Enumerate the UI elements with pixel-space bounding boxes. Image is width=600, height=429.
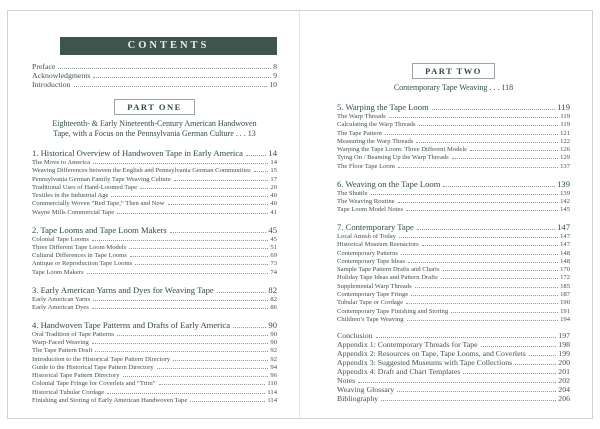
dot-leader	[74, 86, 268, 87]
toc-section	[337, 102, 570, 171]
dot-leader	[157, 368, 269, 369]
part-two-box	[412, 63, 495, 79]
toc-entry-label: Measuring the Warp Threads	[337, 137, 414, 145]
toc-entry-page: 170	[560, 266, 570, 274]
toc-entry-label: Warp-Faced Weaving	[32, 338, 89, 346]
toc-entry-page: 137	[560, 162, 570, 170]
part-one-box	[114, 99, 195, 115]
toc-entry	[337, 121, 570, 129]
toc-entry-label: Preface	[32, 62, 56, 71]
dot-leader	[168, 204, 269, 205]
toc-entry-page: 148	[560, 257, 570, 265]
toc-entry	[337, 130, 570, 138]
dot-leader	[406, 210, 558, 211]
toc-entry	[32, 62, 277, 71]
toc-entry-page: 129	[560, 154, 570, 162]
toc-entry	[32, 159, 277, 167]
toc-entry	[337, 274, 570, 282]
toc-entry	[337, 154, 570, 162]
toc-entry-page: 9	[273, 71, 277, 80]
dot-leader	[411, 295, 558, 296]
dot-leader	[481, 346, 557, 347]
toc-entry-page: 96	[270, 372, 277, 380]
toc-entry-page: 114	[267, 397, 277, 405]
toc-entry-label: Bibliography	[337, 393, 379, 403]
toc-entry	[32, 347, 277, 355]
dot-leader	[92, 240, 268, 241]
toc-entry-label: Pennsylvania German Family Tape Weaving Culture	[32, 175, 171, 183]
toc-entry	[337, 368, 570, 377]
toc-entry-label: 7. Contemporary Tape	[337, 221, 414, 232]
toc-entry-label: Holiday Tape Ideas and Pattern Drafts	[337, 274, 438, 282]
dot-leader	[135, 264, 268, 265]
toc-entry-page: 92	[270, 355, 277, 363]
contents-page-left	[8, 11, 300, 418]
toc-entry-label: Wayne Mills Commercial Tape	[32, 208, 115, 216]
dot-leader	[233, 327, 266, 328]
dot-leader	[452, 158, 558, 159]
dot-leader	[399, 237, 558, 238]
toc-entry-label: The Weaving Routine	[337, 197, 395, 205]
toc-section-heading	[32, 285, 277, 295]
toc-entry-label: Appendix 3: Suggested Museums with Tape Collections	[337, 357, 513, 367]
toc-entry-label: Early American Yarns	[32, 295, 91, 303]
toc-entry-label: Appendix 1: Contemporary Threads for Tape	[337, 340, 478, 350]
toc-entry-page: 191	[560, 307, 570, 315]
part-two-block	[337, 61, 570, 93]
toc-entry-label: Historical Museum Reenactors	[337, 241, 419, 249]
toc-entry-page: 147	[560, 241, 570, 249]
toc-entry	[32, 372, 277, 380]
toc-entry-page: 45	[270, 235, 277, 243]
toc-section-heading	[32, 148, 277, 158]
dot-leader	[117, 335, 269, 336]
toc-section-heading	[32, 320, 277, 330]
toc-entry-label: 5. Warping the Tape Loom	[337, 102, 429, 112]
toc-entry-page: 122	[560, 137, 570, 145]
toc-entry-label: Cultural Differences in Tape Looms	[32, 252, 127, 260]
toc-entry-label: Guide to the Historical Tape Pattern Directory	[32, 363, 154, 371]
toc-entry-page: 114	[267, 388, 277, 396]
dot-leader	[87, 273, 269, 274]
toc-entry-page: 187	[560, 291, 570, 299]
dot-leader	[111, 196, 268, 197]
dot-leader	[170, 232, 267, 233]
toc-entry-page: 147	[560, 232, 570, 240]
toc-entry-page: 69	[270, 252, 277, 260]
toc-entry-label: Antique or Reproduction Tape Looms	[32, 260, 133, 268]
toc-entry-page: 90	[270, 330, 277, 338]
toc-entry	[337, 146, 570, 154]
toc-entry-page: 74	[270, 268, 277, 276]
dot-leader	[159, 384, 266, 385]
toc-entry	[32, 389, 277, 397]
dot-leader	[407, 320, 559, 321]
toc-entry	[337, 113, 570, 121]
toc-entry	[32, 397, 277, 405]
toc-section-heading	[32, 225, 277, 235]
dot-leader	[107, 393, 265, 394]
toc-entry-page: 194	[560, 315, 570, 323]
dot-leader	[123, 376, 269, 377]
toc-entry-page: 139	[560, 189, 570, 197]
toc-entry-label: Contemporary Tape Ideas	[337, 257, 405, 265]
dot-leader	[93, 300, 268, 301]
toc-entry-page: 14	[268, 148, 277, 158]
toc-entry	[337, 233, 570, 241]
part-one-sections	[32, 148, 277, 405]
toc-entry-label: Contemporary Tape Fringe	[337, 291, 409, 299]
toc-section-heading	[337, 222, 570, 232]
dot-leader	[371, 194, 559, 195]
toc-section	[32, 148, 277, 217]
dot-leader	[254, 171, 269, 172]
dot-leader	[401, 254, 558, 255]
toc-entry	[32, 269, 277, 277]
dot-leader	[93, 163, 268, 164]
toc-entry-page: 10	[269, 80, 277, 89]
toc-entry	[32, 364, 277, 372]
toc-entry-label: Colonial Tape Fringe for Coverlets and “Trim”	[32, 380, 156, 388]
toc-entry-label: Textiles in the Industrial Age	[32, 192, 109, 200]
toc-entry-page: 121	[560, 129, 570, 137]
part-two-label: PART TWO	[425, 66, 482, 76]
dot-leader	[381, 400, 556, 401]
toc-entry	[337, 163, 570, 171]
part-two-sections	[337, 102, 570, 324]
toc-entry-label: Tying On / Beaming Up the Warp Threads	[337, 154, 449, 162]
toc-entry	[337, 266, 570, 274]
toc-entry-page: 8	[273, 62, 277, 71]
toc-entry-label: Tape Loom Model Notes	[337, 206, 404, 214]
toc-entry-page: 92	[270, 347, 277, 355]
part-two-subtitle-line1: Contemporary Tape Weaving . . . 118	[393, 83, 514, 92]
toc-entry-label: Tubular Tape or Cordage	[337, 299, 404, 307]
toc-entry-page: 119	[560, 121, 570, 129]
toc-entry-label: Sample Tape Pattern Drafts and Charts	[337, 266, 440, 274]
toc-entry	[32, 80, 277, 89]
toc-entry	[337, 291, 570, 299]
toc-entry-label: Appendix 2: Resources on Tape, Tape Looms, and Coverlets	[337, 349, 526, 359]
toc-entry-page: 119	[557, 102, 570, 112]
toc-entry-page: 40	[270, 200, 277, 208]
dot-leader	[217, 292, 267, 293]
dot-leader	[92, 343, 269, 344]
toc-entry-label: Conclusion	[337, 331, 373, 341]
toc-entry	[337, 395, 570, 404]
toc-entry	[32, 167, 277, 175]
toc-entry	[337, 308, 570, 316]
dot-leader	[95, 351, 268, 352]
toc-entry	[32, 380, 277, 388]
dot-leader	[470, 150, 558, 151]
dot-leader	[173, 360, 268, 361]
toc-entry	[337, 206, 570, 214]
dot-leader	[443, 270, 559, 271]
dot-leader	[515, 364, 556, 365]
toc-entry-label: Weaving Differences between the English and Pennsylvania German Communities	[32, 167, 251, 175]
contents-banner	[60, 37, 277, 55]
dot-leader	[117, 213, 268, 214]
toc-entry-page: 14	[270, 159, 277, 166]
toc-entry-page: 200	[558, 357, 570, 367]
dot-leader	[389, 117, 559, 118]
toc-entry-page: 82	[270, 295, 277, 303]
toc-entry-label: Weaving Glossary	[337, 384, 395, 394]
dot-leader	[416, 142, 558, 143]
toc-entry-label: Tape Loom Makers	[32, 268, 84, 276]
dot-leader	[140, 188, 268, 189]
toc-entry-page: 145	[560, 206, 570, 214]
toc-entry	[337, 250, 570, 258]
toc-section	[337, 179, 570, 215]
dot-leader	[422, 245, 558, 246]
toc-entry-label: Acknowledgments	[32, 71, 91, 80]
dot-leader	[130, 256, 269, 257]
toc-section	[32, 320, 277, 406]
dot-leader	[463, 373, 556, 374]
toc-entry-page: 51	[270, 243, 277, 251]
dot-leader	[129, 248, 268, 249]
toc-entry-label: Commercially Woven “Red Tape,” Then and Now	[32, 200, 165, 208]
toc-entry	[337, 190, 570, 198]
toc-entry-label: Traditional Uses of Hand-Loomed Tape	[32, 183, 138, 191]
toc-entry	[32, 176, 277, 184]
toc-entry	[32, 331, 277, 339]
dot-leader	[358, 382, 556, 383]
toc-entry-page: 15	[270, 167, 277, 175]
toc-entry-page: 206	[558, 393, 570, 403]
toc-entry-label: Colonial Tape Looms	[32, 235, 89, 243]
toc-entry-page: 41	[270, 208, 277, 216]
toc-entry	[337, 299, 570, 307]
dot-leader	[451, 312, 558, 313]
toc-entry-page: 94	[270, 363, 277, 371]
toc-entry	[32, 184, 277, 192]
part-one-subtitle-line2: Tape, with a Focus on the Pennsylvania German Culture . . . 13	[53, 129, 256, 138]
toc-entry-page: 82	[268, 284, 277, 295]
toc-entry	[337, 198, 570, 206]
toc-entry-label: The Tape Pattern	[337, 129, 382, 137]
dot-leader	[406, 303, 558, 304]
toc-entry-page: 126	[560, 146, 570, 154]
toc-entry-label: Introduction	[32, 80, 71, 89]
toc-entry-label: Contemporary Patterns	[337, 249, 398, 257]
dot-leader	[408, 262, 558, 263]
contents-page-right	[300, 11, 592, 418]
toc-entry	[32, 252, 277, 260]
toc-entry-label: 6. Weaving on the Tape Loom	[337, 178, 441, 189]
dot-leader	[419, 125, 559, 126]
dot-leader	[529, 355, 557, 356]
toc-entry	[32, 209, 277, 217]
toc-entry-label: The Warp Threads	[337, 113, 386, 120]
toc-entry-page: 45	[268, 224, 277, 235]
toc-entry-page: 40	[270, 192, 277, 200]
toc-entry-label: 4. Handwoven Tape Patterns and Drafts of Early America	[32, 319, 231, 330]
toc-entry-page: 86	[270, 303, 277, 311]
toc-entry-page: 197	[558, 331, 570, 341]
toc-entry	[32, 192, 277, 200]
toc-entry-label: Introduction to the Historical Tape Pattern Directory	[32, 355, 171, 363]
toc-entry-label: Notes	[337, 375, 356, 385]
toc-entry	[32, 71, 277, 80]
toc-entry-page: 119	[560, 113, 570, 120]
toc-entry-label: Contemporary Tape Finishing and Storing	[337, 307, 449, 315]
toc-section-heading	[337, 179, 570, 189]
toc-section	[337, 222, 570, 324]
book-contents-spread	[7, 10, 593, 419]
dot-leader	[58, 68, 271, 69]
toc-entry-label: 2. Tape Looms and Tape Loom Makers	[32, 224, 167, 235]
part-one-block	[32, 97, 277, 139]
toc-entry-label: Early American Dyes	[32, 303, 89, 311]
toc-entry-label: 3. Early American Yarns and Dyes for Weaving Tape	[32, 284, 214, 295]
toc-entry-label: Finishing and Storing of Early American Handwoven Tape	[32, 397, 188, 405]
toc-entry-label: Historical Tape Pattern Directory	[32, 372, 120, 380]
toc-entry-label: Oral Tradition of Tape Patterns	[32, 330, 114, 338]
toc-entry-label: Supplemental Warp Threads	[337, 282, 412, 290]
toc-entry-label: Historical Tubular Cordage	[32, 388, 105, 396]
toc-entry	[32, 244, 277, 252]
toc-entry-label: Appendix 4: Draft and Chart Templates	[337, 366, 461, 376]
dot-leader	[443, 186, 555, 187]
toc-entry	[337, 138, 570, 146]
toc-entry-label: The Move to America	[32, 159, 91, 166]
toc-entry-page: 142	[560, 197, 570, 205]
toc-section	[32, 285, 277, 313]
part-one-subtitle-line1: Eighteenth- & Early Nineteenth-Century American Handwoven	[52, 119, 257, 128]
dot-leader	[398, 167, 558, 168]
toc-entry-page: 139	[557, 178, 570, 189]
toc-entry-page: 148	[560, 249, 570, 257]
toc-entry-page: 185	[560, 282, 570, 290]
toc-entry-page: 190	[560, 299, 570, 307]
toc-entry	[337, 283, 570, 291]
dot-leader	[398, 202, 559, 203]
part-one-label: PART ONE	[127, 102, 182, 112]
toc-entry-label: The Tape Pattern Draft	[32, 347, 93, 355]
toc-entry-page: 204	[558, 384, 570, 394]
dot-leader	[385, 134, 558, 135]
toc-entry-label: Calculating the Warp Threads	[337, 121, 416, 129]
toc-entry-label: Local Amish of Today	[337, 232, 396, 240]
toc-entry-page: 17	[270, 175, 277, 183]
toc-entry-page: 172	[560, 274, 570, 282]
front-matter-list	[32, 62, 277, 89]
toc-entry	[32, 356, 277, 364]
toc-entry	[337, 316, 570, 324]
toc-entry-page: 201	[558, 366, 570, 376]
toc-entry	[337, 258, 570, 266]
toc-entry-page: 198	[558, 340, 570, 350]
toc-entry-page: 199	[558, 349, 570, 359]
dot-leader	[190, 401, 265, 402]
toc-entry-page: 202	[558, 375, 570, 385]
toc-entry	[32, 200, 277, 208]
toc-entry-page: 110	[267, 380, 277, 388]
toc-entry	[32, 296, 277, 304]
toc-entry	[32, 236, 277, 244]
back-matter-list	[337, 332, 570, 403]
toc-section-heading	[337, 102, 570, 112]
toc-entry-page: 73	[270, 260, 277, 268]
toc-entry-page: 20	[270, 183, 277, 191]
toc-entry-label: The Shuttle	[337, 189, 368, 197]
toc-entry	[32, 260, 277, 268]
dot-leader	[174, 180, 269, 181]
toc-entry-page: 147	[557, 221, 570, 232]
toc-entry-label: Children’s Tape Weaving	[337, 315, 404, 323]
toc-entry-page: 90	[270, 338, 277, 346]
toc-entry-label: Warping the Tape Loom: Three Different Models	[337, 146, 467, 154]
dot-leader	[93, 77, 271, 78]
contents-title: CONTENTS	[127, 40, 210, 51]
toc-entry-label: The Floor Tape Loom	[337, 162, 395, 170]
toc-entry	[32, 339, 277, 347]
dot-leader	[92, 308, 269, 309]
toc-entry	[337, 241, 570, 249]
toc-entry-page: 90	[268, 319, 277, 330]
toc-section	[32, 225, 277, 277]
dot-leader	[415, 287, 558, 288]
dot-leader	[246, 155, 266, 156]
toc-entry-label: 1. Historical Overview of Handwoven Tape in Early America	[32, 148, 243, 158]
dot-leader	[432, 109, 556, 110]
dot-leader	[441, 278, 558, 279]
toc-entry	[32, 304, 277, 312]
dot-leader	[397, 391, 556, 392]
dot-leader	[376, 337, 557, 338]
toc-entry-label: Three Different Tape Loom Models	[32, 243, 127, 251]
dot-leader	[417, 229, 555, 230]
